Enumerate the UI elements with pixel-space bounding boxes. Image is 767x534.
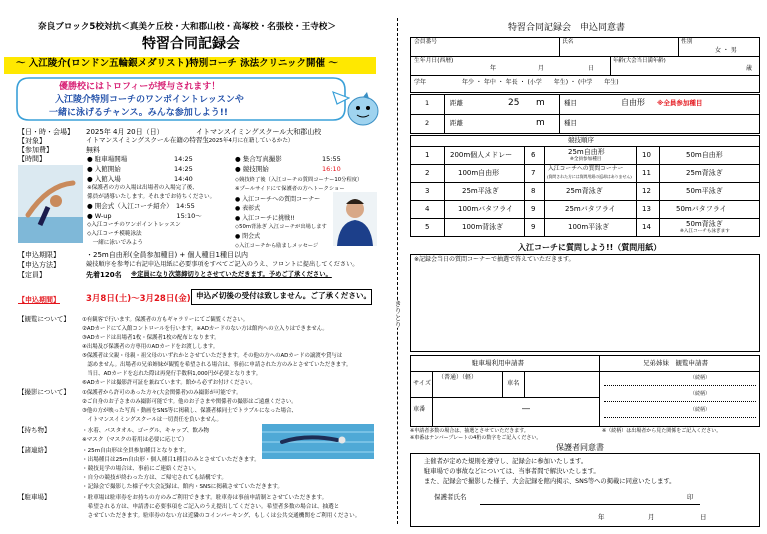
event-no: 1	[425, 99, 430, 107]
event-unit: m	[536, 118, 545, 128]
date-label: 【日・時・会場】	[18, 128, 74, 136]
order-event: 100m自由形	[458, 169, 500, 177]
consent-line: 主催者が定めた規則を遵守し、記録会に参加いたします。	[424, 458, 588, 465]
deadline-dates: 3月8日(土)～3月28日(金)	[86, 294, 191, 304]
order-row-2	[410, 164, 760, 182]
target-label: 【対象】	[18, 137, 46, 145]
note-r-4: ● 表彰式	[235, 205, 261, 213]
order-no: 8	[531, 187, 536, 195]
order-event: 100m平泳ぎ	[568, 223, 610, 231]
fee-value: 無料	[86, 146, 100, 154]
target-value: イトマンスイミングスクール在籍の特習生	[86, 136, 209, 144]
consent-day: 日	[700, 513, 707, 521]
birth-year: 年	[490, 65, 497, 72]
signer-input[interactable]	[480, 504, 700, 505]
section-photo	[82, 389, 297, 425]
order-subnote: ※入江コーチも泳ぎます	[680, 229, 730, 234]
date-value: 2025年 4月 20日（日）	[86, 128, 164, 136]
parking-line: ・駐車場は駐車券をお持ちの方のみご利用できます。駐車券は事前申請制とさせていただきます。	[82, 495, 328, 501]
order-event: 50m自由形	[686, 151, 723, 159]
birth-day: 日	[588, 65, 595, 72]
method-value: 競技順序を参考に右記申込用紙に必要事項をすべてご記入のうえ、フロントに提出してください。	[86, 261, 359, 268]
order-subnote: ※全員参加種目	[570, 157, 602, 162]
schedule-r-item-2: ● 競技開始	[235, 165, 269, 173]
mascot-icon	[345, 92, 381, 128]
age-label: 年齢(大会当日満年齢)	[613, 58, 666, 64]
note-r-7: ● 閉会式	[235, 233, 261, 241]
note-l-1: ※保護者の方の入場は出場者の入場完了後、	[87, 185, 198, 191]
gender-label: 性別	[681, 39, 693, 45]
photo-line: イトマンスイミングスクールは一切責任を負いません。	[82, 417, 222, 423]
order-no: 10	[642, 151, 651, 159]
car-label: 車名	[507, 380, 520, 387]
order-event: 100mバタフライ	[458, 205, 513, 213]
section-viewing	[82, 316, 351, 388]
sibling-relation-2: （続柄）	[690, 391, 711, 397]
order-event: 25m自由形	[568, 148, 605, 156]
order-event: 25m背泳ぎ	[686, 169, 723, 177]
schedule-time-2: 14:25	[174, 165, 193, 173]
event-note: ※全員参加種目	[657, 99, 703, 107]
capacity-label: 【定員】	[18, 271, 46, 279]
note-l-2: 係員が誘導いたします。それまでお待ちください。	[87, 194, 216, 201]
note-r-6: ◇50m背泳ぎ 入江コーチが出場します	[235, 224, 327, 231]
pool-photo	[262, 424, 374, 459]
name-input[interactable]	[580, 42, 675, 54]
order-no: 13	[642, 205, 651, 213]
size-options[interactable]: （普通）（軽）	[438, 374, 478, 381]
order-no: 14	[642, 223, 651, 231]
car-input[interactable]	[528, 374, 596, 394]
plate-label: 車番	[413, 406, 426, 413]
cut-label: きりとり	[389, 300, 403, 328]
note-r-5: ● 入江コーチに挑戦!!	[235, 214, 295, 222]
viewing-line: ②ADカードにて入館コントロールを行います。※ADカードのない方は館内への立入りはできません。	[82, 326, 328, 332]
order-event: 50m平泳ぎ	[686, 187, 723, 195]
order-no: 4	[425, 205, 430, 213]
order-row-4	[410, 200, 760, 218]
coach-photo	[333, 192, 377, 246]
event-dist-label: 距離	[450, 99, 463, 107]
section-label-notes: 【諸連絡】	[18, 446, 51, 454]
event-row-2[interactable]	[410, 114, 760, 134]
section-parking	[82, 494, 360, 521]
order-row-5	[410, 218, 760, 237]
order-no: 6	[531, 151, 536, 159]
sibling-relation-3: （続柄）	[690, 407, 711, 413]
schedule-item-3: ● 入館入場	[87, 175, 121, 183]
photo-line: ③他の方が映った写真・動画をSNS等に掲載し、保護者様同士でトラブルになった場合、	[82, 408, 297, 414]
order-no: 1	[425, 151, 430, 159]
parking-note: ※申請者多数の場合は、抽選とさせていただきます。 ※車番はナンバープレートの4桁の数字をご記入ください。	[410, 428, 542, 441]
question-textarea[interactable]	[410, 254, 760, 352]
order-title: 競技順序	[568, 136, 594, 144]
fee-label: 【参加費】	[18, 146, 53, 154]
capacity-note: ※定員になり次第締切りとさせていただきます。予めご了承ください。	[131, 271, 332, 278]
schedule-item-1: ● 駐車場開場	[87, 155, 128, 163]
note-r-1: ◇競技終了後（入江コーチの質問コーナー10分程度）	[235, 177, 363, 183]
schedule-item-2: ● 入館開始	[87, 165, 121, 173]
schedule-time-1: 14:25	[174, 155, 193, 163]
viewing-line: 当日、ADカードを忘れた際は再発行手数料1,000円が必要となります。	[82, 371, 262, 377]
order-event: 25m背泳ぎ	[566, 187, 603, 195]
note-l-4: ● W-up 15:10～	[87, 211, 202, 220]
order-event: 入江コーチへの質問コーナー	[548, 166, 624, 172]
viewing-line: 認めません。出場者の兄弟姉妹が観覧を希望される場合は、事前に申請された方のみとさせていただきます。	[82, 362, 352, 368]
notes-line: ・自分の競技が終わった方は、ご帰宅されても結構です。	[82, 475, 227, 481]
viewing-line: ③ADカードは出場者1枚・保護者1枚の配布となります。	[82, 335, 220, 341]
deadline-label: 【申込期間】	[18, 296, 60, 304]
banner-text: ～ 入江陵介(ロンドン五輪銀メダリスト)特別コーチ 泳法クリニック開催 ～	[16, 58, 338, 69]
apply-value: ・25m自由形(全員参加種目) + 個人種目1種目以内	[86, 251, 248, 259]
order-event: 50mバタフライ	[676, 205, 727, 213]
method-label: 【申込方法】	[18, 261, 60, 269]
grade-options[interactable]: 年少 ・ 年中 ・ 年長 ・ (小学 年生) ・ (中学 年生)	[462, 79, 619, 86]
bubble-line-1: 優勝校にはトロフィーが授与されます！	[59, 82, 221, 92]
notes-left	[87, 184, 215, 248]
parking-title: 駐車場利用申請書	[472, 359, 524, 367]
note-l-6: ◇入江コーチ模範泳法	[87, 231, 142, 238]
section-label-viewing: 【観覧について】	[18, 315, 70, 323]
event-dist: 25	[508, 98, 520, 108]
sibling-input[interactable]	[604, 374, 688, 422]
swimmer-photo	[18, 165, 83, 243]
section-items	[82, 427, 209, 445]
age-unit: 歳	[746, 65, 753, 72]
viewing-line: ⑤保護者は父親・母親・祖父母のいずれかとさせていただきます。その他の方へのADカードの譲渡や貸与は	[82, 353, 343, 359]
order-no: 9	[531, 205, 536, 213]
sibling-relation-1: （続柄）	[690, 375, 711, 381]
order-event: 50m背泳ぎ	[686, 220, 723, 228]
note-l-3: ● 開会式（入江コーチ紹介） 14:55	[87, 202, 195, 211]
section-label-items: 【持ち物】	[18, 426, 51, 434]
event-kind-label: 種目	[564, 119, 577, 127]
note-r-2: ※プールサイドにて保護者の方へトークショー	[235, 186, 345, 193]
event-kind: 自由形	[621, 98, 645, 107]
consent-month: 月	[648, 513, 655, 521]
sibling-title: 兄弟姉妹 観覧申請書	[643, 359, 708, 367]
plate-dash: ―	[522, 404, 530, 413]
consent-line: また、記録会で撮影した様子、大会記録を館内掲示、SNS等への掲載に同意いたします。	[424, 478, 676, 485]
capacity-value: 先着120名	[86, 271, 122, 279]
deadline-note: 申込〆切後の受付は致しません。ご了承ください。	[196, 291, 372, 300]
note-l-7: 一緒に泳いでみよう	[87, 240, 143, 247]
order-no: 9	[531, 223, 536, 231]
notes-line: ・25m自由形は全員参加種目となります。	[82, 448, 190, 454]
gender-options[interactable]: 女 ・ 男	[715, 47, 737, 54]
event-row-1[interactable]	[410, 94, 760, 114]
question-title: 入江コーチに質問しよう!!（質問用紙）	[518, 243, 662, 252]
items-line: ※マスク（マスクの着用は必要に応じて）	[82, 437, 188, 443]
section-notes	[82, 447, 283, 492]
application-form	[410, 0, 760, 534]
page-title: 特習合同記録会	[142, 36, 240, 52]
cut-line	[397, 18, 398, 524]
order-no: 2	[425, 169, 430, 177]
schedule-r-time-2: 16:10	[322, 165, 341, 173]
member-no-label: 会員番号	[414, 39, 438, 45]
member-no-input[interactable]	[470, 42, 555, 54]
form-title: 特習合同記録会 申込同意書	[508, 23, 626, 33]
plate-input[interactable]	[436, 400, 596, 420]
schedule-time-3: 14:40	[174, 175, 193, 183]
order-event: 100m背泳ぎ	[462, 223, 504, 231]
seal-label: 印	[687, 493, 694, 501]
event-dist-label: 距離	[450, 119, 463, 127]
time-label: 【時間】	[18, 155, 46, 163]
schedule-r-time-1: 15:55	[322, 155, 341, 163]
photo-line: ②ご自身のお子さまのみ撮影可能です。他のお子さまや関係者の撮影はご遠慮ください。	[82, 399, 297, 405]
viewing-line: ④出場及び保護者の方専用のADカードをお渡しします。	[82, 344, 219, 350]
order-row-3	[410, 182, 760, 200]
schedule-r-item-1: ● 集合写真撮影	[235, 155, 282, 163]
notes-line: ・記録会で撮影した様子や大会記録は、館内・SNSに掲載させていただきます。	[82, 484, 284, 490]
section-label-photo: 【撮影について】	[18, 388, 70, 396]
order-no: 12	[642, 187, 651, 195]
bubble-line-2: 入江陵介特別コーチのワンポイントレッスンや	[55, 95, 244, 105]
order-event: 25m平泳ぎ	[462, 187, 499, 195]
parking-line: させていただきます。駐車券のない方は近隣のコインパーキング、もしくは公共交通機関をご利用ください。	[82, 513, 361, 519]
note-r-3: ● 入江コーチへの質問コーナー	[235, 195, 321, 203]
header-line: 奈良ブロック5校対抗＜真美ケ丘校・大和郡山校・高塚校・名張校・王寺校＞	[38, 22, 336, 32]
order-no: 5	[425, 223, 430, 231]
target-note: （2025年4月に在籍しているかた）	[203, 138, 294, 144]
apply-label: 【申込期限】	[18, 251, 60, 259]
grade-label: 学年	[414, 79, 427, 86]
parking-line: 希望される方は、申請書に必要事項をご記入のうえ提出してください。希望者多数の場合は、抽選と	[82, 504, 340, 510]
event-no: 2	[425, 119, 430, 127]
order-no: 7	[531, 169, 536, 177]
consent-title: 保護者同意書	[556, 443, 604, 452]
viewing-line: ①有観客で行います。保護者の方もギャラリーにてご観覧ください。	[82, 317, 249, 323]
size-label: サイズ	[413, 380, 432, 387]
event-kind-label: 種目	[564, 99, 577, 107]
consent-text	[424, 457, 675, 487]
birth-month: 月	[538, 65, 545, 72]
viewing-line: ⑥ADカードは撮影許可証を兼ねています。館から必ずお付けください。	[82, 380, 256, 386]
section-label-parking: 【駐車場】	[18, 493, 51, 501]
order-event: 25mバタフライ	[565, 205, 616, 213]
order-no: 3	[425, 187, 430, 195]
notes-line: ・競技見学の場合は、事前にご連絡ください。	[82, 466, 200, 472]
bubble-line-3: 一緒に泳げるチャンス。みんな参加しよう!!	[49, 108, 228, 118]
deadline-note-box	[191, 289, 372, 305]
event-unit: m	[536, 98, 545, 108]
signer-label: 保護者氏名	[434, 493, 467, 501]
items-line: ・水着、バスタオル、ゴーグル、キャップ、飲み物	[82, 428, 210, 434]
consent-year: 年	[598, 513, 605, 521]
venue: イトマンスイミングスクール大和郡山校	[196, 128, 322, 136]
order-row-1	[410, 146, 760, 164]
banner	[4, 57, 376, 74]
sibling-note: ※（続柄）は出場者から見た関係をご記入ください。	[602, 428, 722, 434]
order-event: 200m個人メドレー	[450, 151, 513, 159]
question-note: ※記録会当日の質問コーナーで抽選で答えていただきます。	[414, 256, 575, 263]
note-l-5: ◇入江コーチのワンポイントレッスン	[87, 221, 181, 228]
order-no: 11	[642, 169, 651, 177]
birth-label: 生年月日(西暦)	[414, 58, 454, 64]
notes-line: ・出場種目は25m自由形・個人種目1種目のみとさせていただきます。	[82, 457, 260, 463]
name-label: 氏名	[562, 39, 574, 45]
order-subnote: (質問された方には質問用紙の返却はありません)	[547, 174, 632, 179]
note-r-8: ◇入江コーチから励ましメッセージ	[235, 242, 319, 249]
photo-line: ①保護者から許可のあった方々(大会関係者)のみ撮影が可能です。	[82, 390, 242, 396]
consent-line: 駐車場での事故などについては、当事者間で解決いたします。	[424, 468, 600, 475]
